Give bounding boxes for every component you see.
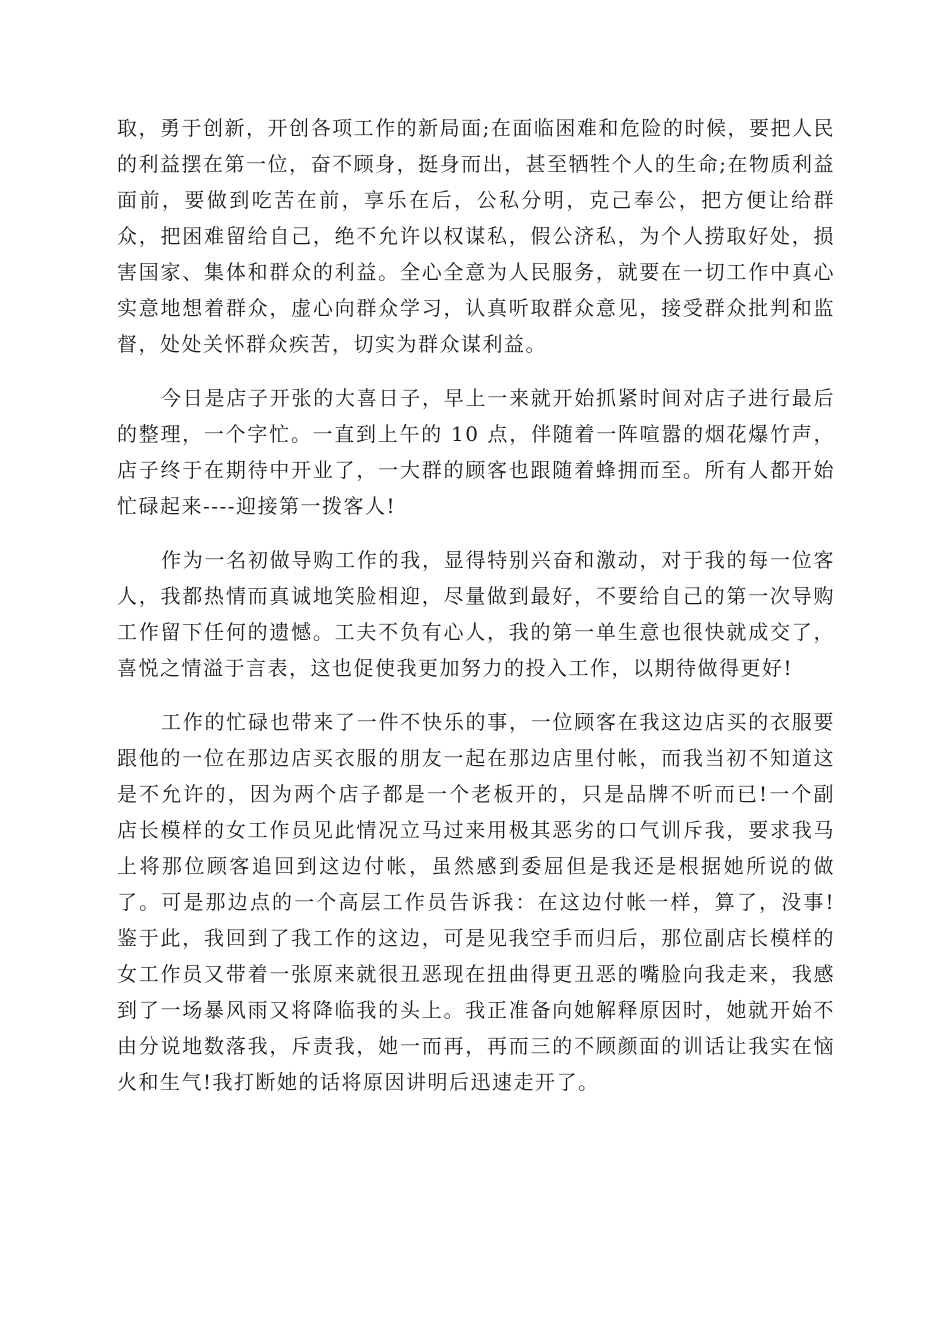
paragraph-continuation: 取，勇于创新，开创各项工作的新局面;在面临困难和危险的时候，要把人民的利益摆在第一位，奋不顾身，挺身而出，甚至牺牲个人的生命;在物质利益面前，要做到吃苦在前，享乐在后，公私分明，克己奉公，把方便让给群众，把困难留给自己，绝不允许以权谋私，假公济私，为个人捞取好处，损害国家、集体和群众的利益。全心全意为人民服务，就要在一切工作中真心实意地想着群众，虚心向群众学习，认真听取群众意见，接受群众批判和监督，处处关怀群众疾苦，切实为群众谋利益。 <box>117 116 835 356</box>
paragraph-incident: 工作的忙碌也带来了一件不快乐的事，一位顾客在我这边店买的衣服要跟他的一位在那边店买衣服的朋友一起在那边店里付帐，而我当初不知道这是不允许的，因为两个店子都是一个老板开的，只是品牌不听而已!一个副店长模样的女工作员见此情况立马过来用极其恶劣的口气训斥我，要求我马上将那位顾客追回到这边付帐，虽然感到委屈但是我还是根据她所说的做了。可是那边点的一个高层工作员告诉我：在这边付帐一样，算了，没事!鉴于此，我回到了我工作的这边，可是见我空手而归后，那位副店长模样的女工作员又带着一张原来就很丑恶现在扭曲得更丑恶的嘴脸向我走来，我感到了一场暴风雨又将降临我的头上。我正准备向她解释原因时，她就开始不由分说地数落我，斥责我，她一而再，再而三的不顾颜面的训话让我实在恼火和生气!我打断她的话将原因讲明后迅速走开了。 <box>117 710 835 1094</box>
paragraph-store-opening: 今日是店子开张的大喜日子，早上一来就开始抓紧时间对店子进行最后的整理，一个字忙。一直到上午的 10 点，伴随着一阵喧嚣的烟花爆竹声，店子终于在期待中开业了，一大群的顾客也跟随着蜂拥而至。所有人都开始忙碌起来----迎接第一拨客人! <box>117 386 835 518</box>
paragraph-first-sale: 作为一名初做导购工作的我，显得特别兴奋和激动，对于我的每一位客人，我都热情而真诚地笑脸相迎，尽量做到最好，不要给自己的第一次导购工作留下任何的遗憾。工夫不负有心人，我的第一单生意也很快就成交了，喜悦之情溢于言表，这也促使我更加努力的投入工作，以期待做得更好! <box>117 548 835 680</box>
document-body <box>117 110 835 1100</box>
